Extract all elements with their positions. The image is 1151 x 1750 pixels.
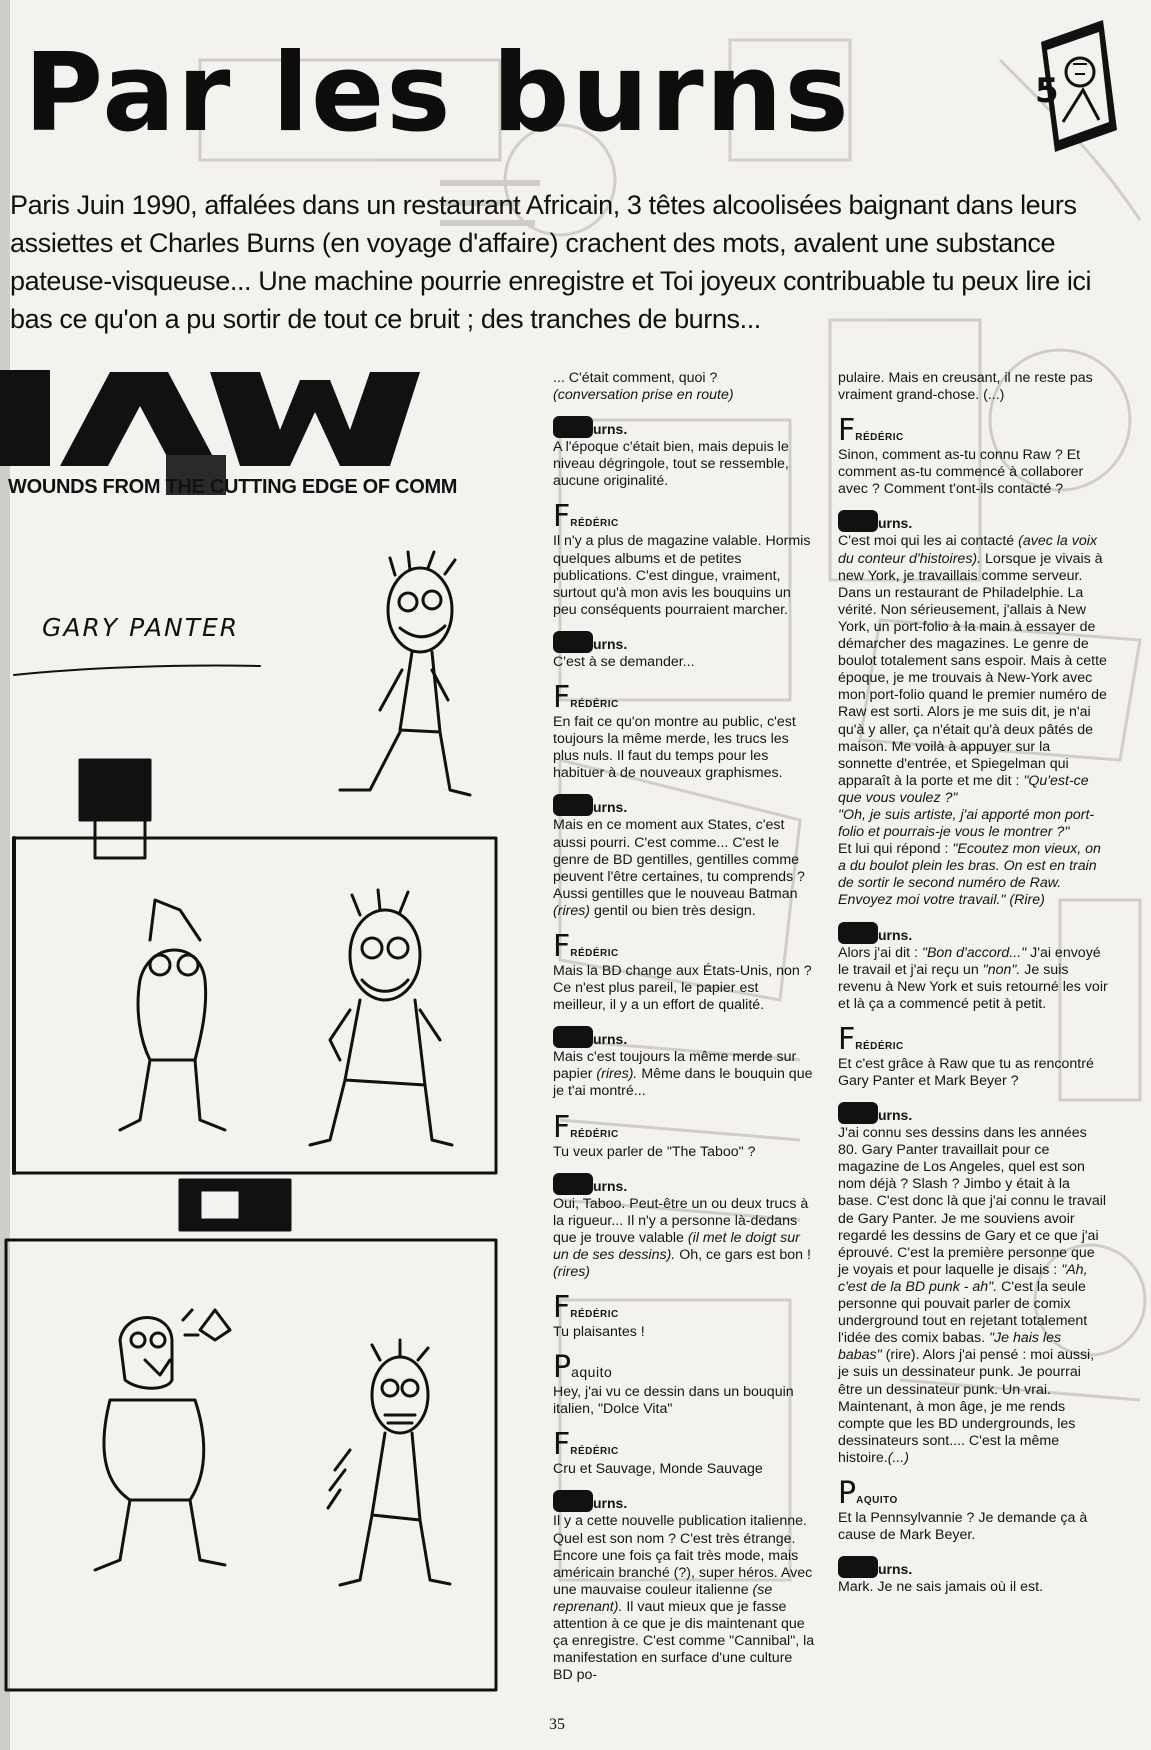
artist-signature: GARY PANTER [42,613,240,642]
frederic-question: FRÉDÉRIC Et c'est grâce à Raw que tu as rencontré Gary Panter et Mark Beyer ? [838,1025,1108,1090]
article-title: Par les burns [24,31,851,156]
burns-answer: urns. Oui, Taboo. Peut-être un ou deux trucs à la rigueur... Il n'y a personne là-dedans que je trouve valable (il met le doigt sur un de ses dessins). Oh, ce gars est bon ! (rires) [553,1173,815,1281]
speaker-frederic: FRÉDÉRIC [553,680,619,716]
speaker-burns: urns. [553,1026,815,1048]
speaker-burns: urns. [838,1102,1108,1124]
speaker-paquito: Paquito [553,1350,613,1386]
burns-answer: urns. A l'époque c'était bien, mais depuis le niveau dégringole, tout se ressemble, aucune originalité. [553,416,815,490]
speaker-burns: urns. [553,416,815,438]
burns-answer: urns. C'est moi qui les ai contacté (avec la voix du conteur d'histoires). Lorsque je vivais à new York, je travaillais comme serveur. Dans un restaurant de Philadelphie. La vérité. Non sérieusement, j'allais à New York, un port-folio à la main à essayer de démarcher des magazines. Le genre de boulot totalement sans espoir. Mais à cette époque, je me trouvais à New-York avec mon port-folio quand le premier numéro de Raw est sorti. Alors je me suis dit, je n'ai qu'à y aller, ça n'était qu'à deux pâtés de maison. Me voilà à appuyer sur la sonnette d'entrée, et Spiegelman qui apparaît à la porte et me dit : "Qu'est-ce que vous voulez ?" "Oh, je suis artiste, j'ai apporté mon port-folio et pourrais-je vous le montrer ?" Et lui qui répond : "Ecoutez mon vieux, on a du boulot plein les bras. On est en train de sortir le second numéro de Raw. Envoyez moi votre travail." (Rire) [838,510,1108,909]
speaker-burns: urns. [553,1173,815,1195]
frederic-question: FRÉDÉRIC Tu veux parler de "The Taboo" ? [553,1113,815,1161]
intro-paragraph: Paris Juin 1990, affalées dans un restaurant Africain, 3 têtes alcoolisées baignant dans leurs assiettes et Charles Burns (en voyage d'affaire) crachent des mots, avalent une substance pateuse-visqueuse... Une machine pourrie enregistre et Toi joyeux contribuable tu peux lire ici bas ce qu'on a pu sortir de tout ce bruit ; des tranches de burns... [10,190,1092,334]
speaker-frederic: FRÉDÉRIC [838,413,904,449]
opening-line: ... C'était comment, quoi ? (conversation prise en route) [553,370,734,404]
speaker-frederic: FRÉDÉRIC [838,1021,904,1057]
frederic-question: FRÉDÉRIC Tu plaisantes ! [553,1293,815,1341]
issue-number-badge [1033,12,1125,162]
burns-answer: urns. Mais en ce moment aux States, c'est aussi pourri. C'est comme... C'est le genre de BD gentilles, gentilles comme peuvent l'être certaines, tu comprends ? Aussi gentilles que le nouveau Batman (rires) gentil ou bien très design. [553,794,815,920]
speaker-frederic: FRÉDÉRIC [553,499,619,535]
raw-subtitle: WOUNDS FROM THE CUTTING EDGE OF COMM [8,476,458,498]
burns-answer: urns. Alors j'ai dit : "Bon d'accord..." J'ai envoyé le travail et j'ai reçu un "non". Je suis revenu à New York et suis retourné les voir et là ça a commencé petit à petit. [838,922,1108,1013]
page-number: 35 [549,1716,565,1733]
paquito-question: Paquito Hey, j'ai vu ce dessin dans un bouquin italien, "Dolce Vita" [553,1353,815,1418]
speaker-frederic: FRÉDÉRIC [553,1290,619,1326]
frederic-question: FRÉDÉRIC Sinon, comment as-tu connu Raw ? Et comment as-tu commencé à collaborer avec ? Comment t'ont-ils contacté ? [838,416,1108,498]
badge-number: 5 [1035,71,1059,111]
speaker-paquito: PAQUITO [838,1475,898,1511]
frederic-question: FRÉDÉRIC Il n'y a plus de magazine valable. Hormis quelques albums et de petites publications. C'est dingue, vraiment, surtout qu'à mon avis les bouquins un peu conséquents pourraient marcher. [553,502,815,618]
burns-answer: urns. J'ai connu ses dessins dans les années 80. Gary Panter travaillait pour ce magazine de Los Angeles, quel est son nom déjà ? Slash ? Jimbo y était à la base. C'est donc là que j'ai connu le travail de Gary Panter. Je me souviens avoir regardé les dessins de Gary et ce que j'ai éprouvé. C'est la première personne que je voyais et pour laquelle je disais : "Ah, c'est de la BD punk - ah". C'est la seule personne qui pouvait parler de comix underground tout en rejetant totalement l'idée des comix babas. "Je hais les babas" (rire). Alors j'ai pensé : moi aussi, je suis un dessinateur punk. Je pourrai être un dessinateur punk. Un vrai. Maintenant, à mon âge, je me rends compte que les BD undergrounds, les dessinateurs sont.... C'est la même histoire.(...) [838,1102,1108,1467]
speaker-frederic: FRÉDÉRIC [553,1427,619,1463]
burns-answer: urns. Mais c'est toujours la même merde sur papier (rires). Même dans le bouquin que je t'ai montré... [553,1026,815,1100]
frederic-question: FRÉDÉRIC En fait ce qu'on montre au public, c'est toujours la même merde, les trucs les plus nuls. Il faut du temps pour les habituer à de nouveaux graphismes. [553,683,815,782]
speaker-burns: urns. [553,794,815,816]
speaker-burns: urns. [553,631,815,653]
figure-top [340,552,470,795]
interview-column-2 [838,370,1108,1608]
paquito-question: PAQUITO Et la Pennsylvannie ? Je demande ça à cause de Mark Beyer. [838,1479,1108,1544]
speaker-frederic: FRÉDÉRIC [553,1109,619,1145]
speaker-burns: urns. [838,1556,1108,1578]
interview-column-1 [553,370,815,1696]
speaker-burns: urns. [553,1490,815,1512]
burns-answer: urns. C'est à se demander... [553,631,815,671]
frederic-question: FRÉDÉRIC Cru et Sauvage, Monde Sauvage [553,1430,815,1478]
speaker-burns: urns. [838,510,1108,532]
speaker-burns: urns. [838,922,1108,944]
comic-illustration [0,540,540,1720]
frederic-question: FRÉDÉRIC Mais la BD change aux États-Unis, non ? Ce n'est plus pareil, le papier est meilleur, il y a un effort de qualité. [553,932,815,1014]
burns-answer: urns. Il y a cette nouvelle publication italienne. Quel est son nom ? C'est très étrange. Encore une fois ça fait très mode, mais américain branché (?), super héros. Avec une mauvaise couleur italienne (se reprenant). Il vaut mieux que je fasse attention à ce que je dis maintenant que ça enregistre. C'est comme "Cannibal", la manifestation en surface d'une culture BD po- [553,1490,815,1684]
raw-logo-text: RAW [0,360,3,361]
continued-line: pulaire. Mais en creusant, il ne reste pas vraiment grand-chose. (...) [838,370,1093,404]
speaker-frederic: FRÉDÉRIC [553,928,619,964]
burns-answer: urns. Mark. Je ne sais jamais où il est. [838,1556,1108,1596]
